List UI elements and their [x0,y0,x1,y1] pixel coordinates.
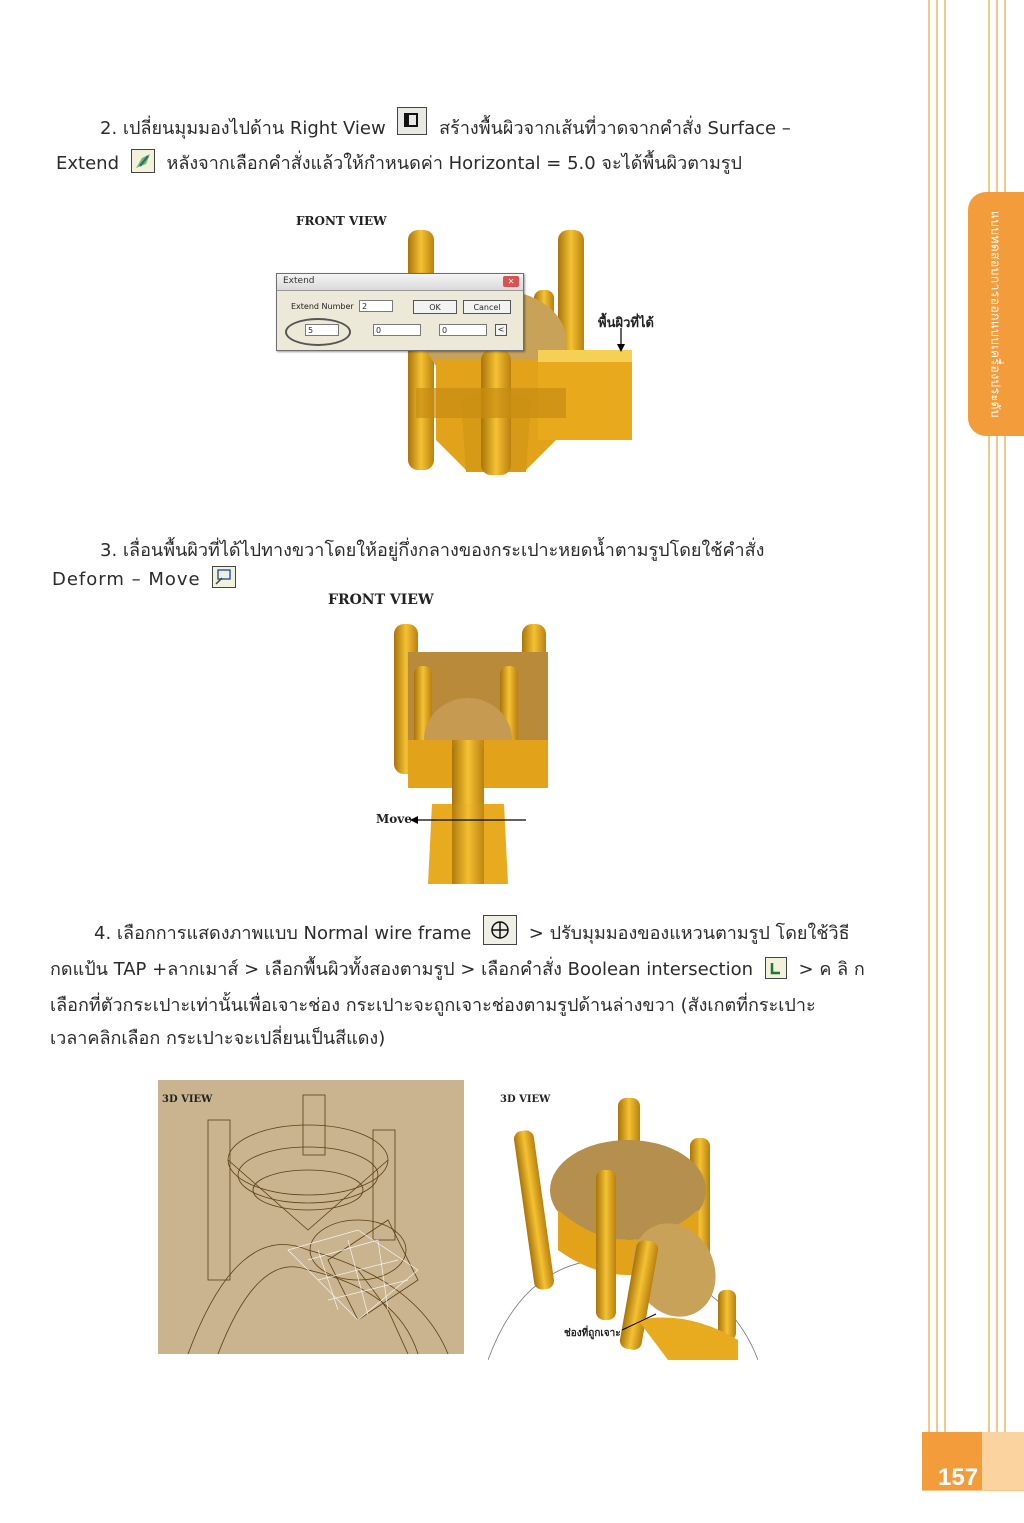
boolean-intersection-icon [765,957,787,979]
step2-line2 [56,148,742,177]
step2-text-b: สร้างพื้นผิวจากเส้นที่วาดจากคำสั่ง Surface – [439,118,791,139]
step4-line1 [94,918,850,949]
step4-line3: เลือกที่ตัวกระเปาะเท่านั้นเพื่อเจาะช่อง กระเปาะจะถูกเจาะช่องตามรูปด้านล่างขวา (สังเกตที่กระเปาะ [50,995,816,1016]
margin-stripe [936,0,938,1522]
step4-text-d: > ค ลิ ก [798,959,865,980]
extend-field-3[interactable]: 0 [439,324,487,336]
step3-line2 [52,569,242,591]
deform-move-icon [212,566,236,588]
figure2-front-view [328,590,568,884]
step4-text-a: 4. เลือกการแสดงภาพแบบ Normal wire frame [94,923,472,944]
figure3-view-label: 3D VIEW [162,1094,213,1105]
extend-number-label: Extend Number [291,302,354,311]
page-number-box-extension [982,1432,1024,1490]
cancel-button[interactable]: Cancel [463,300,511,314]
figure3-3d-wireframe [158,1080,464,1354]
step2-line1 [100,113,791,143]
figure2-callout: Move [376,812,412,826]
close-icon[interactable]: ✕ [503,276,519,287]
extend-number-input[interactable]: 2 [359,300,393,312]
extend-dialog[interactable] [276,273,524,351]
step2-text-d: หลังจากเลือกคำสั่งแล้วให้กำหนดค่า Horizontal = 5.0 จะได้พื้นผิวตามรูป [166,153,742,174]
extend-dialog-title: Extend [283,276,315,286]
figure4-callout: ช่องที่ถูกเจาะ [564,1328,621,1339]
figure1-view-label: FRONT VIEW [296,214,387,228]
figure4-3d-shaded [488,1080,758,1360]
step4-line2 [50,954,865,983]
surface-extend-icon [131,149,155,173]
chapter-tab-label: แบบทดสอบการออกแบบเครื่องประดับ [988,210,1003,418]
figure2-ring-render [328,590,568,884]
step3-text-b: Deform – Move [52,569,201,590]
extend-field-1[interactable]: 5 [305,324,339,336]
step2-text-c: Extend [56,153,119,174]
extend-field-2[interactable]: 0 [373,324,421,336]
figure4-ring-render [488,1080,758,1360]
ok-button[interactable]: OK [413,300,457,314]
wire-frame-icon [483,915,517,945]
figure2-view-label: FRONT VIEW [328,592,434,608]
figure4-view-label: 3D VIEW [500,1094,551,1105]
step4-line4: เวลาคลิกเลือก กระเปาะจะเปลี่ยนเป็นสีแดง) [50,1028,386,1049]
page-number: 157 [938,1464,979,1491]
right-view-icon [397,107,427,135]
arrow-button[interactable]: < [495,324,507,336]
margin-stripe [928,0,930,1522]
step4-text-c: กดแป้น TAP +ลากเมาส์ > เลือกพื้นผิวทั้งสองตามรูป > เลือกคำสั่ง Boolean intersection [50,959,754,980]
step3-line1: 3. เลื่อนพื้นผิวที่ได้ไปทางขวาโดยให้อยู่กึ่งกลางของกระเปาะหยดน้ำตามรูปโดยใช้คำสั่ง [100,540,765,561]
extend-dialog-titlebar[interactable] [277,274,523,291]
step4-text-b: > ปรับมุมมองของแหวนตามรูป โดยใช้วิธี [528,923,850,944]
page-footer-strip [922,1490,1024,1523]
margin-stripe [944,0,946,1522]
figure3-wireframe-render [158,1080,464,1354]
step2-text-a: 2. เปลี่ยนมุมมองไปด้าน Right View [100,118,386,139]
figure1-callout: พื้นผิวที่ได้ [598,316,654,331]
